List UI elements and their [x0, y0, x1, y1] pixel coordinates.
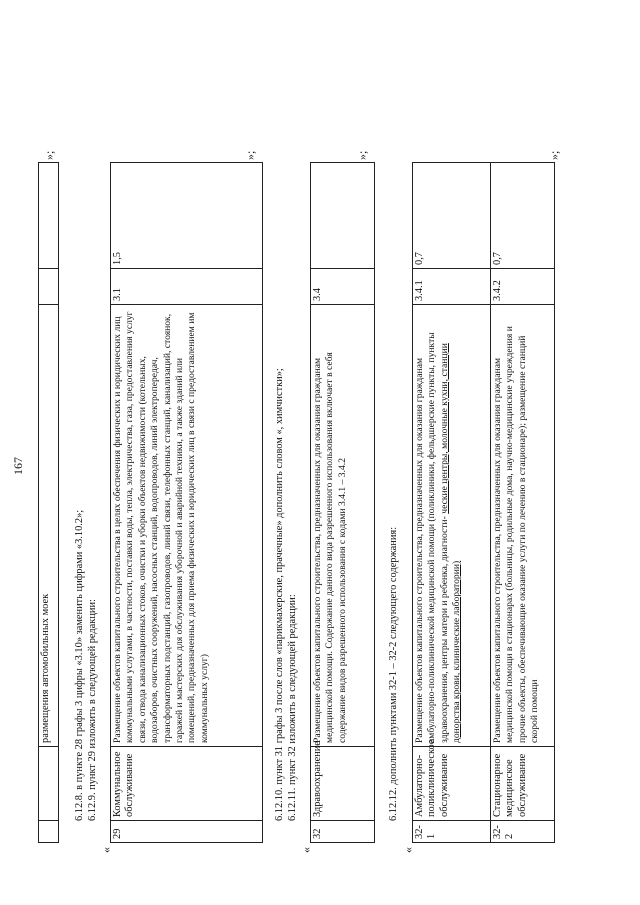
- cell-name: Амбулаторно-поликлиническое обслуживание: [413, 747, 491, 821]
- table-row: [111, 163, 263, 843]
- cell-coef: [311, 163, 375, 269]
- closing-quote: »;: [243, 150, 257, 160]
- table-item-32: [310, 162, 375, 843]
- cell-name: Здравоохранение: [311, 747, 375, 821]
- page-number: 167: [11, 457, 25, 475]
- instruction-6-12-11: 6.12.11. пункт 32 изложить в следующей редакции:: [287, 594, 298, 821]
- cell-code: 3.4.1: [413, 269, 491, 305]
- cell-code: 3.1: [111, 269, 263, 305]
- cell-desc: Размещение объектов капитального строительства, предназначенных для оказания гражданам медицинской помощи в стационарах (больницы, родильные дома, научно-медицинские учреждения и прочие объекты, обеспечивающие оказание услуги по лечению в стационаре); размещение станций скорой помощи: [491, 305, 555, 747]
- closing-quote: »;: [355, 150, 369, 160]
- cell-desc: Размещение объектов капитального строительства, предназначенных для оказания гражданам медицинской помощи. Содержание данного вида разрешенного использования включает в себя содержание видов разрешенного использования с кодами 3.4.1 – 3.4.2: [311, 305, 375, 747]
- table-item-29: [110, 162, 263, 843]
- cell-name: Стационарное медицинское обслуживание: [491, 747, 555, 821]
- opening-quote: «: [299, 847, 313, 853]
- table-row: [491, 163, 555, 843]
- cell-coef: 1,5: [111, 163, 263, 269]
- cell-num: 29: [111, 821, 263, 843]
- table-row: [311, 163, 375, 843]
- cell-desc: Размещение объектов капитального строительства в целях обеспечения физических и юридических лиц коммунальными услугами, в частности, поставки воды, тепла, электричества, газа, предоставления услуг связи, отвода канализационных стоков, очистки и уборки объектов недвижимости (котельных, водозаборов, очистных сооружений, насосных станций, водопроводов, линий электропередач, трансформаторных подстанций, газопроводов, линий связи, телефонных станций, канализаций, стоянок, гаражей и мастерских для обслуживания уборочной и аварийной техники, а также зданий или помещений, предназначенных для приема физических и юридических лиц в связи с предоставлением им коммунальных услуг): [111, 305, 263, 747]
- cell-code: [39, 269, 59, 305]
- opening-quote: «: [401, 847, 415, 853]
- closing-quote: »;: [547, 150, 561, 160]
- opening-quote: «: [99, 847, 113, 853]
- cell-num: [39, 821, 59, 843]
- cell-num: 32-2: [491, 821, 555, 843]
- instruction-6-12-10: 6.12.10. пункт 31 графы 3 после слов «парикмахерские, прачечные» дополнить словом «, химчистки»;: [274, 368, 285, 821]
- cell-desc: размещения автомобильных моек: [39, 305, 59, 747]
- cell-name: [39, 747, 59, 821]
- instruction-6-12-9: 6.12.9. пункт 29 изложить в следующей редакции:: [87, 599, 98, 821]
- cell-coef: 0,7: [491, 163, 555, 269]
- cell-desc: [413, 305, 491, 747]
- instruction-6-12-12: 6.12.12. дополнить пунктами 32-1 – 32-2 следующего содержания:: [388, 526, 399, 821]
- cell-coef: 0,7: [413, 163, 491, 269]
- table-items-32-1-32-2: [412, 162, 555, 843]
- table-fragment-top: [38, 162, 59, 843]
- desc-text: Размещение объектов капитального строительства, предназначенных для оказания гражданам амбулаторно-поликлинической медицинской помощи (поликлиники, фельдшерские пункты, пункты здравоохранения, центры матери и ребенка, диагности-: [414, 332, 450, 743]
- table-row: [413, 163, 491, 843]
- instruction-6-12-8: 6.12.8. в пункте 28 графы 3 цифры «3.10» заменить цифрами «3.10.2»;: [74, 509, 85, 821]
- cell-code: 3.4: [311, 269, 375, 305]
- closing-quote: »;: [42, 150, 56, 160]
- cell-code: 3.4.2: [491, 269, 555, 305]
- cell-num: 32-1: [413, 821, 491, 843]
- desc-text-underlined: ческие центры, молочные кухни, станции донорства крови, клинические лаборатории): [438, 343, 463, 743]
- table-row: [39, 163, 59, 843]
- cell-name: Коммунальное обслуживание: [111, 747, 263, 821]
- cell-num: 32: [311, 821, 375, 843]
- cell-coef: [39, 163, 59, 269]
